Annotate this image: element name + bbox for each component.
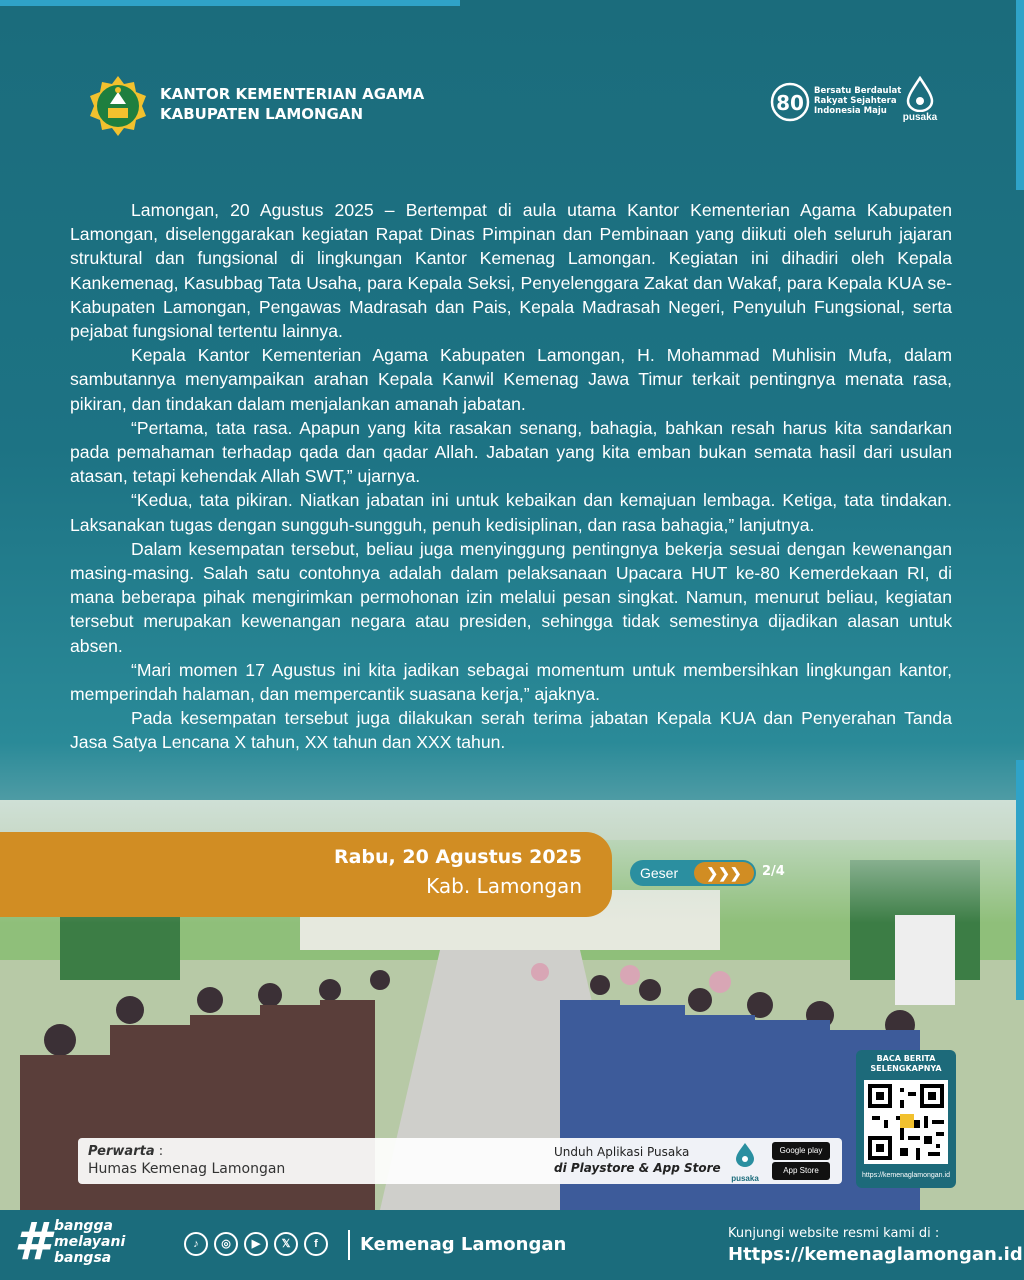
article-paragraph: Lamongan, 20 Agustus 2025 – Bertempat di aula utama Kantor Kementerian Agama Kabupaten Lamongan, diselenggarakan kegiatan Rapat Dinas Pimpinan dan Pembinaan yang diikuti oleh seluruh jajaran struktural dan fungsional di lingkungan Kantor Kemenag Lamongan. Kegiatan ini dihadiri oleh Kepala Kankemenag, Kasubbag Tata Usaha, para Kepala Seksi, Penyelenggara Zakat dan Wakaf, para Kepala KUA se-Kabupaten Lamongan, Pengawas Madrasah dan Pais, Kepala Madrasah Negeri, Penyuluh Fungsional, serta pejabat fungsional tertentu lainnya. — [70, 200, 952, 342]
chevron-right-icon[interactable]: ❯❯❯ — [694, 862, 754, 884]
qr-code-icon[interactable] — [864, 1080, 948, 1164]
article-paragraph: “Kedua, tata pikiran. Niatkan jabatan ini untuk kebaikan dan kemajuan lembaga. Ketiga, tata tindakan. Laksanakan tugas dengan sungguh-sungguh, penuh kedisiplinan, dan rasa bahagia,” lanjutnya. — [70, 490, 952, 535]
article-body — [70, 198, 952, 755]
hashtag-word: bangsa — [54, 1250, 112, 1266]
right-accent-stripe — [1016, 0, 1024, 190]
kemenag-logo-icon — [86, 74, 150, 138]
hut-80-badge-icon — [770, 82, 810, 122]
download-line2: di Playstore & App Store — [554, 1161, 721, 1175]
event-date: Rabu, 20 Agustus 2025 — [333, 846, 582, 868]
article-paragraph: Dalam kesempatan tersebut, beliau juga menyinggung pentingnya bekerja sesuai dengan kewenangan masing-masing. Salah satu contohnya adalah dalam pelaksanaan Upacara HUT ke-80 Kemerdekaan RI, di mana beberapa pihak mengirimkan permohonan izin melalui pesan singkat. Namun, menurut beliau, kegiatan tersebut merupakan kewenangan negara atau presiden, sehingga tidak semestinya dijadikan alasan untuk absen. — [70, 538, 952, 656]
pusaka-logo — [898, 76, 942, 128]
swipe-indicator[interactable] — [630, 860, 756, 886]
footer — [0, 1210, 1024, 1280]
qr-title-line1: BACA BERITA — [876, 1054, 936, 1063]
article-paragraph: “Mari momen 17 Agustus ini kita jadikan sebagai momentum untuk membersihkan lingkungan kantor, memperindah halaman, dan mempercantik suasana kerja,” ajaknya. — [70, 659, 952, 705]
article-paragraph: “Pertama, tata rasa. Apapun yang kita rasakan senang, bahagia, bahkan resah harus kita sandarkan pada pemahaman terhadap qada dan qadar Allah. Jabatan yang kita emban bukan semata hasil dari usulan atasan, tetapi kehendak Allah SWT,” ujarnya. — [70, 417, 952, 487]
qr-url[interactable]: https://kemenaglamongan.id — [862, 1172, 950, 1179]
date-banner — [0, 832, 612, 917]
hashtag-symbol: # — [14, 1212, 51, 1272]
reporter-label-sep: : — [154, 1144, 164, 1159]
qr-title — [856, 1054, 956, 1074]
facebook-icon[interactable]: f — [304, 1232, 328, 1256]
event-location: Kab. Lamongan — [426, 874, 582, 898]
org-name-line2: KABUPATEN LAMONGAN — [160, 105, 364, 123]
tiktok-icon[interactable]: ♪ — [184, 1232, 208, 1256]
right-accent-stripe — [1016, 760, 1024, 1000]
website-link[interactable]: Https://kemenaglamongan.id — [728, 1244, 1023, 1265]
badge-slogan-line3: Indonesia Maju — [814, 106, 887, 116]
hashtag-slogan — [54, 1218, 125, 1266]
social-links — [184, 1232, 328, 1256]
google-play-button[interactable]: Google play — [772, 1142, 830, 1160]
qr-title-line2: SELENGKAPNYA — [870, 1064, 942, 1073]
app-icon-label: pusaka — [731, 1174, 759, 1183]
x-icon[interactable]: 𝕏 — [274, 1232, 298, 1256]
pusaka-drop-icon — [898, 76, 942, 112]
reporter-label — [88, 1144, 163, 1159]
pusaka-app-icon[interactable] — [728, 1141, 762, 1181]
hashtag-word: melayani — [54, 1234, 126, 1250]
article-paragraph: Kepala Kantor Kementerian Agama Kabupaten Lamongan, H. Mohammad Muhlisin Mufa, dalam sambutannya menyampaikan arahan Kepala Kanwil Kemenag Jawa Timur terkait pentingnya menata rasa, pikiran, dan tindakan dalam menjalankan amanah jabatan. — [70, 345, 952, 414]
brand-name: Kemenag Lamongan — [360, 1234, 567, 1255]
visit-label: Kunjungi website resmi kami di : — [728, 1226, 940, 1241]
instagram-icon[interactable]: ◎ — [214, 1232, 238, 1256]
download-line1: Unduh Aplikasi Pusaka — [554, 1145, 690, 1159]
article-paragraph: Pada kesempatan tersebut juga dilakukan serah terima jabatan Kepala KUA dan Penyerahan Tanda Jasa Satya Lencana X tahun, XX tahun dan XXX tahun. — [70, 708, 952, 753]
info-bar — [78, 1138, 842, 1184]
badge-slogan — [814, 86, 901, 116]
reporter-name: Humas Kemenag Lamongan — [88, 1161, 286, 1177]
badge-slogan-line2: Rakyat Sejahtera — [814, 96, 897, 106]
qr-code-panel[interactable] — [856, 1050, 956, 1188]
app-store-button[interactable]: App Store — [772, 1162, 830, 1180]
hashtag-word: bangga — [54, 1218, 113, 1234]
reporter-label-text: Perwarta — [88, 1144, 155, 1159]
badge-number: 80 — [776, 91, 804, 115]
pusaka-label: pusaka — [902, 112, 938, 123]
swipe-label: Geser — [640, 865, 679, 881]
top-accent-bar — [0, 0, 460, 6]
badge-slogan-line1: Bersatu Berdaulat — [814, 86, 902, 96]
page-counter: 2/4 — [762, 864, 785, 879]
organization-name — [160, 84, 424, 124]
footer-divider — [348, 1230, 350, 1260]
youtube-icon[interactable]: ▶ — [244, 1232, 268, 1256]
org-name-line1: KANTOR KEMENTERIAN AGAMA — [160, 85, 425, 103]
